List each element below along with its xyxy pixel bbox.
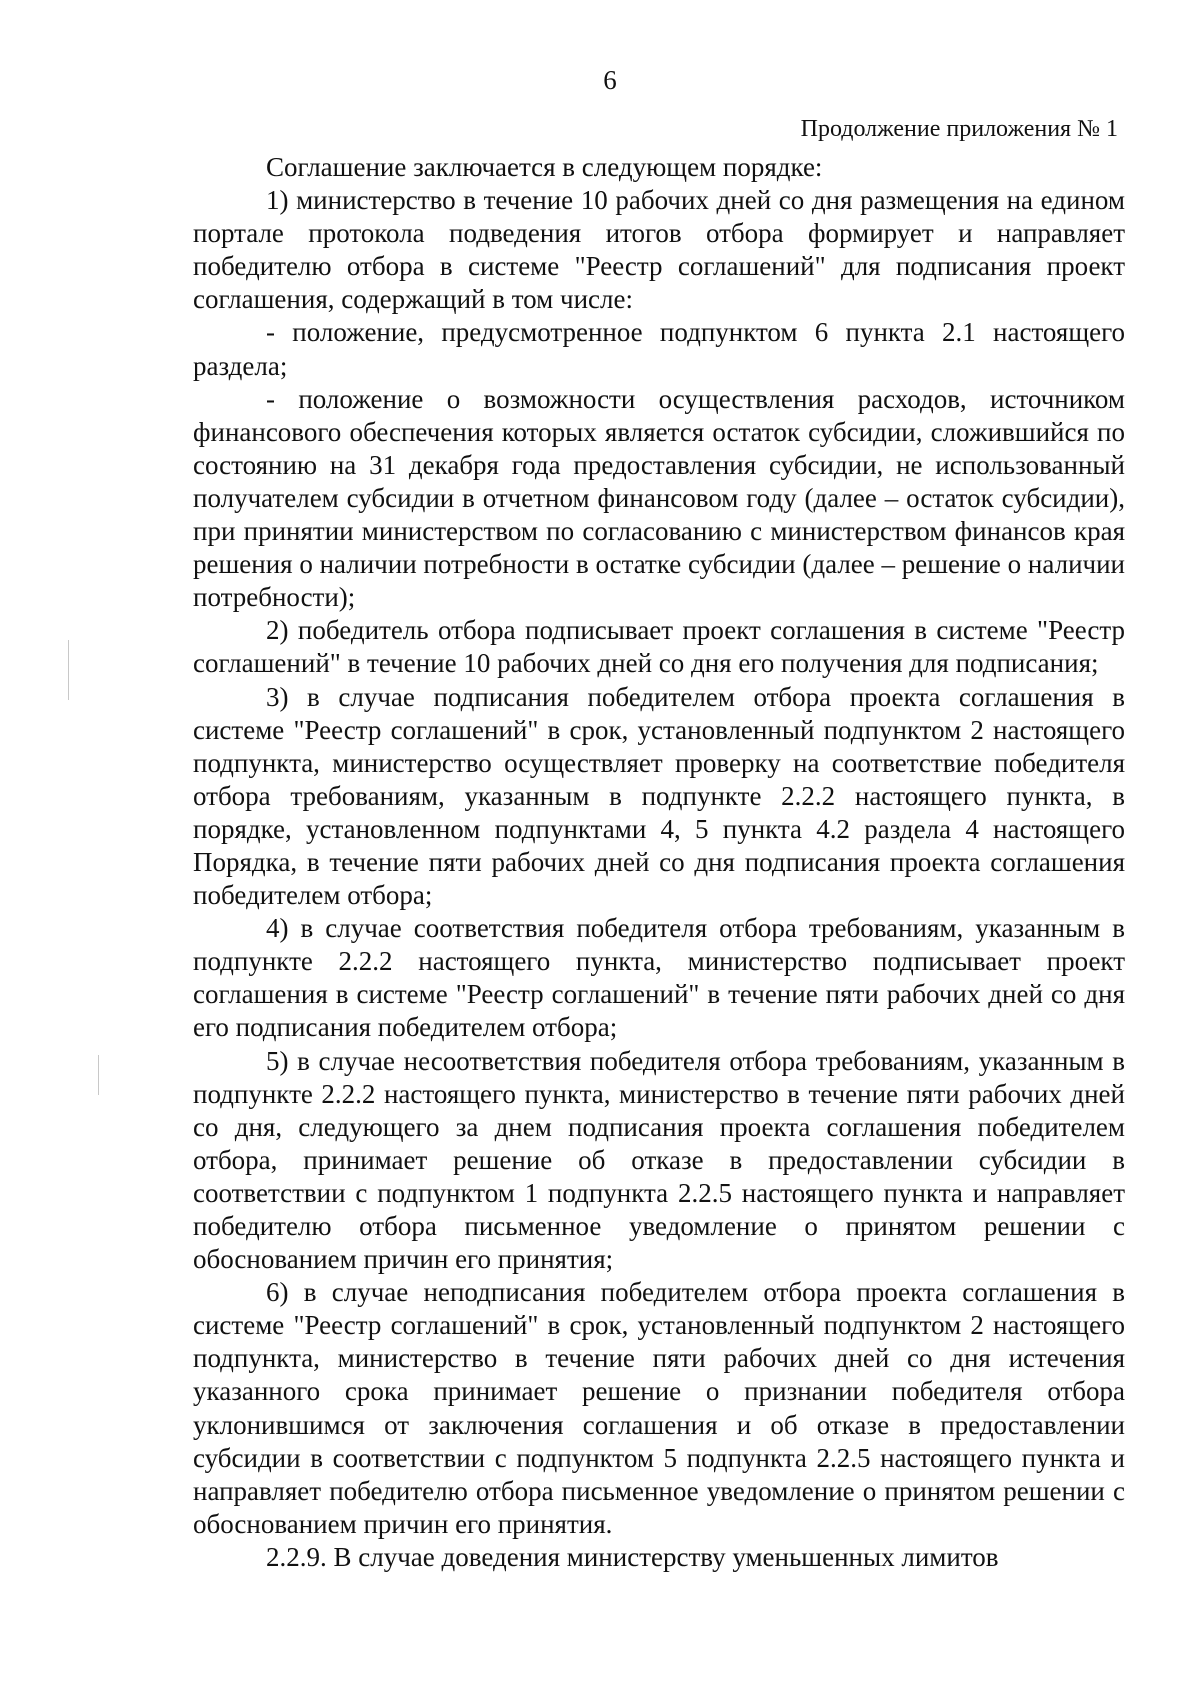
- paragraph-item-1: 1) министерство в течение 10 рабочих дней со дня размещения на едином портале протокола подведения итогов отбора формирует и направляет победителю отбора в системе "Реестр соглашений" для подписания проект соглашения, содержащий в том числе:: [193, 185, 1125, 315]
- scan-edge-mark: [98, 1055, 99, 1095]
- scan-edge-mark: [68, 640, 69, 700]
- page-number: 6: [603, 65, 617, 95]
- paragraph-section-2-2-9: 2.2.9. В случае доведения министерству уменьшенных лимитов: [266, 1541, 999, 1572]
- paragraph-item-4: 4) в случае соответствия победителя отбора требованиям, указанным в подпункте 2.2.2 настоящего пункта, министерство подписывает проект соглашения в системе "Реестр соглашений" в течение пяти рабочих дней со дня его подписания победителем отбора;: [193, 913, 1125, 1043]
- appendix-continuation-label: Продолжение приложения № 1: [800, 116, 1118, 142]
- paragraph-item-5: 5) в случае несоответствия победителя отбора требованиям, указанным в подпункте 2.2.2 настоящего пункта, министерство в течение пяти рабочих дней со дня, следующего за днем подписания проекта соглашения победителем отбора, принимает решение об отказе в предоставлении субсидии в соответствии с подпунктом 1 подпункта 2.2.5 настоящего пункта и направляет победителю отбора письменное уведомление о принятом решении с обоснованием причин его принятия;: [193, 1045, 1125, 1275]
- paragraph-item-1-bullet-1: - положение, предусмотренное подпунктом 6 пункта 2.1 настоящего раздела;: [193, 317, 1125, 381]
- paragraph-item-3: 3) в случае подписания победителем отбора проекта соглашения в системе "Реестр соглашений" в срок, установленный подпунктом 2 настоящего подпункта, министерство осуществляет проверку на соответствие победителя отбора требованиям, указанным в подпункте 2.2.2 настоящего пункта, в порядке, установленном подпунктами 4, 5 пункта 4.2 раздела 4 настоящего Порядка, в течение пяти рабочих дней со дня подписания проекта соглашения победителем отбора;: [193, 681, 1125, 911]
- document-body: [193, 151, 1125, 1574]
- paragraph-item-6: 6) в случае неподписания победителем отбора проекта соглашения в системе "Реестр соглашений" в срок, установленный подпунктом 2 настоящего подпункта, министерство в течение пяти рабочих дней со дня истечения указанного срока принимает решение о признании победителя отбора уклонившимся от заключения соглашения и об отказе в предоставлении субсидии в соответствии с подпунктом 5 подпункта 2.2.5 настоящего пункта и направляет победителю отбора письменное уведомление о принятом решении с обоснованием причин его принятия.: [193, 1277, 1125, 1539]
- paragraph-item-2: 2) победитель отбора подписывает проект соглашения в системе "Реестр соглашений" в течение 10 рабочих дней со дня его получения для подписания;: [193, 615, 1125, 679]
- paragraph-intro: Соглашение заключается в следующем порядке:: [266, 152, 823, 182]
- paragraph-item-1-bullet-2: - положение о возможности осуществления расходов, источником финансового обеспечения которых является остаток субсидии, сложившийся по состоянию на 31 декабря года предоставления субсидии, не использованный получателем субсидии в отчетном финансовом году (далее – остаток субсидии), при принятии министерством по согласованию с министерством финансов края решения о наличии потребности в остатке субсидии (далее – решение о наличии потребности);: [193, 383, 1125, 613]
